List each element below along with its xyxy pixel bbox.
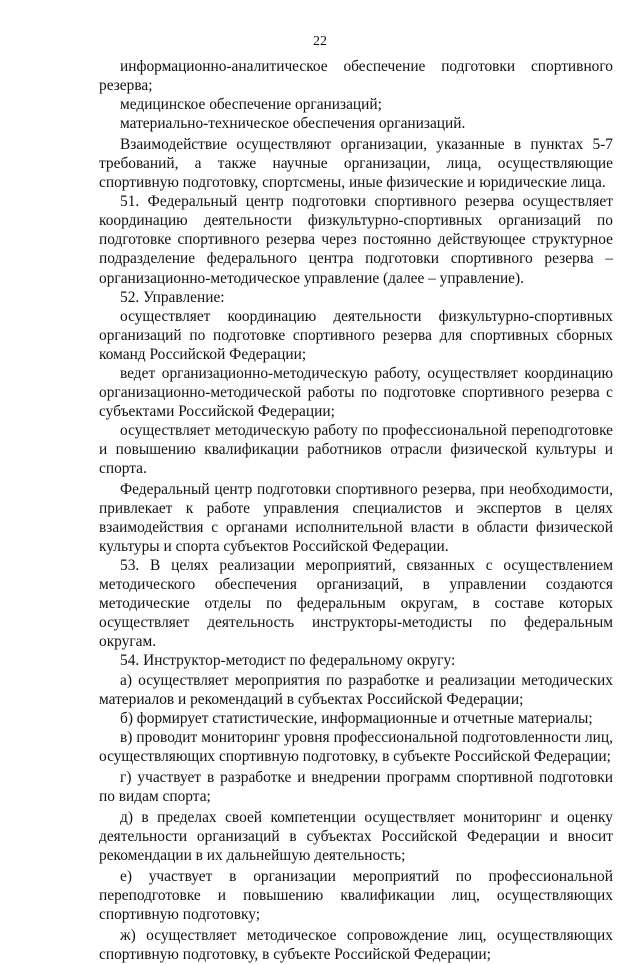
paragraph-53: 53. В целях реализации мероприятий, связанных с осуществлением методического обеспечения организаций, в управлении создаются методические отделы по федеральным округам, в составе которых осуществляет деятельность инструкторы-методисты по федеральным округам. — [99, 557, 613, 651]
paragraph-54-d: д) в пределах своей компетенции осуществляет мониторинг и оценку деятельности организаций в субъектах Российской Федерации и вносит рекомендации в их дальнейшую деятельность; — [99, 808, 613, 864]
paragraph-54-a: а) осуществляет мероприятия по разработке и реализации методических материалов и рекомендаций в субъектах Российской Федерации; — [99, 671, 613, 708]
paragraph-51: 51. Федеральный центр подготовки спортивного резерва осуществляет координацию деятельности физкультурно-спортивных организаций по подготовке спортивного резерва через постоянно действующее структурное подразделение федерального центра подготовки спортивного резерва – организационно-методическое управление (далее – управление). — [99, 193, 613, 287]
page-number: 22 — [313, 34, 327, 49]
paragraph-medical: медицинское обеспечение организаций; — [120, 96, 382, 114]
document-body — [99, 57, 613, 964]
paragraph-federal-center: Федеральный центр подготовки спортивного резерва, при необходимости, привлекает к работе управления специалистов и экспертов в целях взаимодействия с органами исполнительной власти в области физической культуры и спорта субъектов Российской Федерации. — [99, 481, 613, 556]
paragraph-54-b: б) формирует статистические, информационные и отчетные материалы; — [120, 709, 593, 727]
paragraph-interaction: Взаимодействие осуществляют организации, указанные в пунктах 5-7 требований, а также научные организации, лица, осуществляющие спортивную подготовку, спортсмены, иные физические и юридические лица. — [99, 136, 613, 192]
paragraph-54-v: в) проводит мониторинг уровня профессиональной подготовленности лиц, осуществляющих спортивную подготовку, в субъекте Российской Федерации; — [99, 728, 613, 765]
paragraph-52-training: осуществляет методическую работу по профессиональной переподготовке и повышению квалификации работников отрасли физической культуры и спорта. — [99, 421, 613, 477]
paragraph-52-coordination: осуществляет координацию деятельности физкультурно-спортивных организаций по подготовке спортивного резерва для спортивных сборных команд Российской Федерации; — [99, 307, 613, 363]
paragraph-54-g: г) участвует в разработке и внедрении программ спортивной подготовки по видам спорта; — [99, 768, 613, 805]
paragraph-54-zh: ж) осуществляет методическое сопровождение лиц, осуществляющих спортивную подготовку, в субъекте Российской Федерации; — [99, 927, 613, 964]
paragraph-54-e: е) участвует в организации мероприятий по профессиональной переподготовке и повышению квалификации лиц, осуществляющих спортивную подготовку; — [99, 867, 613, 924]
paragraph-52: 52. Управление: — [120, 288, 225, 306]
paragraph-material: материально-техническое обеспечения организаций. — [120, 115, 466, 133]
paragraph-54: 54. Инструктор-методист по федеральному округу: — [120, 652, 456, 670]
paragraph-52-methodical: ведет организационно-методическую работу, осуществляет координацию организационно-методической работы по подготовке спортивного резерва с субъектами Российской Федерации; — [99, 364, 613, 420]
paragraph-info-analytic: информационно-аналитическое обеспечение подготовки спортивного резерва; — [99, 58, 613, 95]
